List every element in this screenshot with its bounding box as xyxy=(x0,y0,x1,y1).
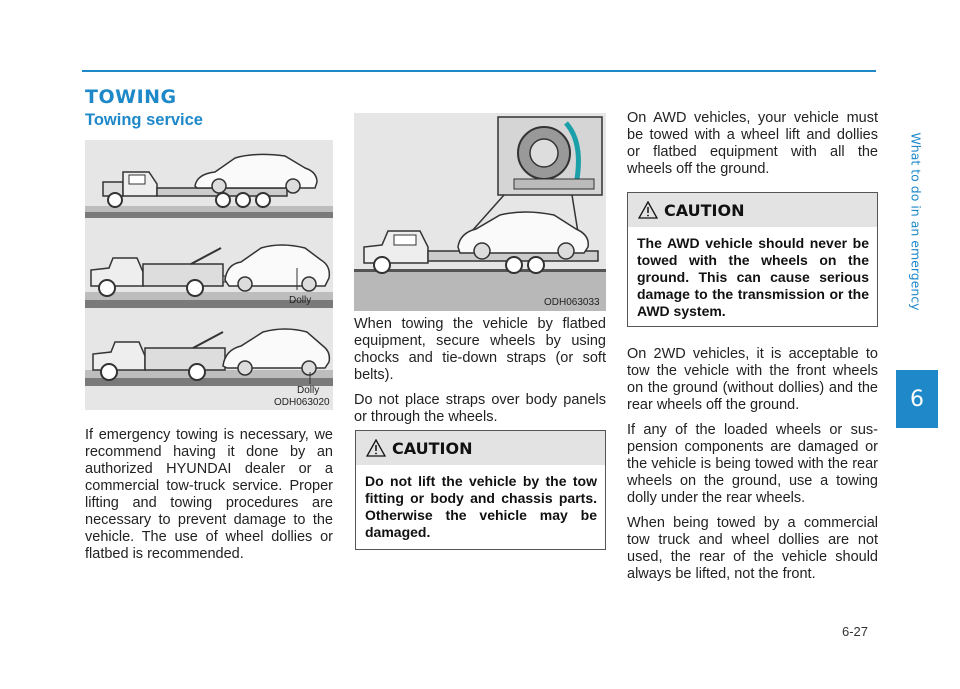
paragraph-commercial: When being towed by a commercial tow truck and wheel dollies are not used, the rear of the vehicle should always be lifted, not the front. xyxy=(627,515,878,582)
flatbed-tiedown-drawing xyxy=(354,113,606,311)
towing-methods-drawing xyxy=(85,140,333,410)
warning-triangle-icon xyxy=(366,439,386,457)
paragraph-damaged: If any of the loaded wheels or sus-pension components are damaged or the vehicle is being towed with the rear wheels on the ground, use a towing dolly under the rear wheels. xyxy=(627,422,878,506)
caution-title-awd: CAUTION xyxy=(664,200,745,220)
section-title: TOWING xyxy=(85,86,177,108)
caution-text: Do not lift the vehicle by the tow fitting or body and chassis parts. Otherwise the vehicle may be damaged. xyxy=(365,473,597,540)
figure-code-middle: ODH063033 xyxy=(544,297,600,308)
warning-triangle-icon xyxy=(638,201,658,219)
caution-text-awd: The AWD vehicle should never be towed with the wheels on the ground. This can cause serious damage to the transmission or the AWD system. xyxy=(637,235,869,319)
paragraph-awd: On AWD vehicles, your vehicle must be towed with a wheel lift and dollies or flatbed equipment with all the wheels off the ground. xyxy=(627,110,878,177)
paragraph-flatbed: When towing the vehicle by flatbed equipment, secure wheels by using chocks and tie-down straps (or soft belts). xyxy=(354,316,606,383)
caution-box-tow-fitting xyxy=(355,430,606,550)
paragraph-emergency-towing: If emergency towing is necessary, we recommend having it done by an authorized HYUNDAI dealer or a commercial tow-truck service. Proper lifting and towing procedures are necessary to prevent damage to the vehicle. The use of wheel dollies or flatbed is recommended. xyxy=(85,427,333,562)
page-number: 6-27 xyxy=(842,624,869,639)
paragraph-straps: Do not place straps over body panels or through the wheels. xyxy=(354,392,606,425)
towing-methods-illustration xyxy=(85,140,333,410)
subsection-title: Towing service xyxy=(85,111,203,129)
chapter-tab: 6 xyxy=(896,370,938,428)
caution-box-awd xyxy=(627,192,878,327)
caution-title: CAUTION xyxy=(392,438,473,458)
column-2-text xyxy=(354,316,606,434)
caution-header-awd xyxy=(628,193,877,227)
caution-header xyxy=(356,431,605,465)
top-rule xyxy=(82,70,876,72)
paragraph-2wd: On 2WD vehicles, it is acceptable to tow the vehicle with the front wheels on the ground (without dollies) and the rear wheels off the ground. xyxy=(627,346,878,413)
chapter-title: What to do in an emergency xyxy=(908,131,924,311)
dolly-label-1: Dolly xyxy=(289,295,312,306)
flatbed-tiedown-illustration xyxy=(354,113,606,311)
chapter-side-title xyxy=(906,86,926,356)
column-3-2wd-text xyxy=(627,346,878,591)
figure-code-left: ODH063020 xyxy=(274,397,330,408)
dolly-label-2: Dolly xyxy=(297,385,320,396)
column-3-awd-text xyxy=(627,110,878,186)
column-1-text xyxy=(85,427,333,571)
